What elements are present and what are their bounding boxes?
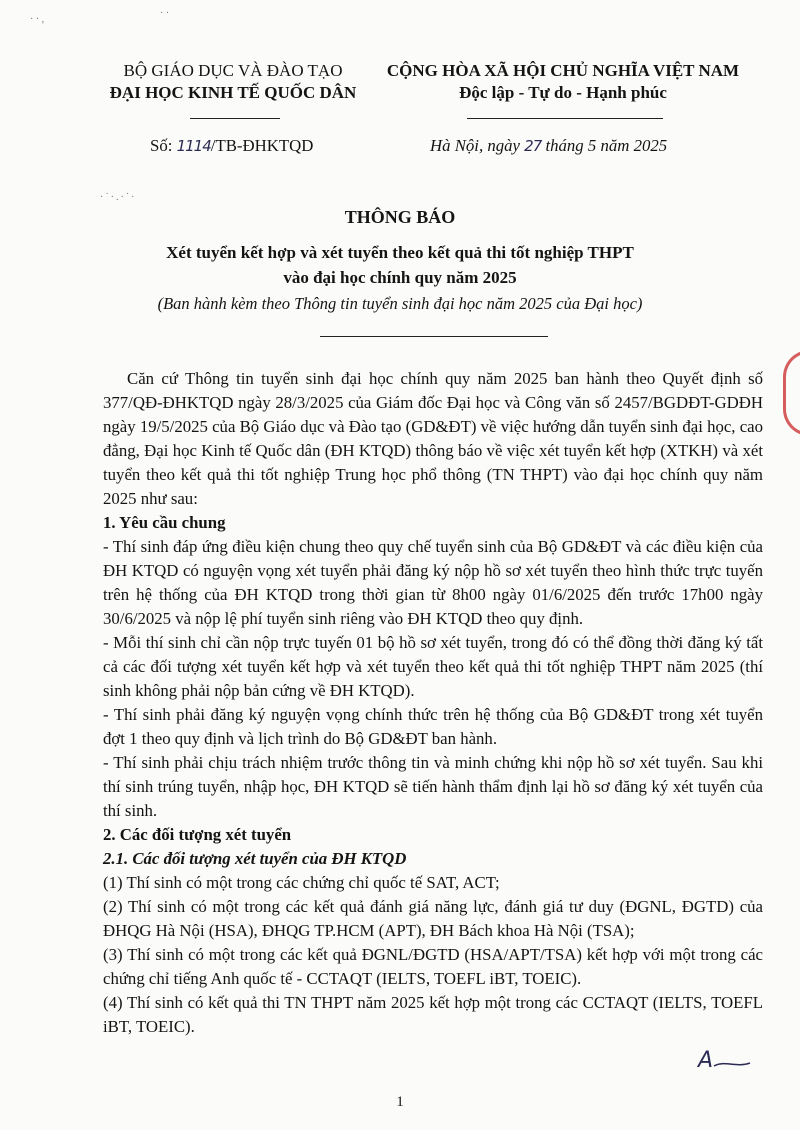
right-header	[378, 60, 748, 104]
notice-body	[103, 367, 763, 1039]
section2-item: (3) Thí sinh có một trong các kết quả ĐGNL/ĐGTD (HSA/APT/TSA) kết hợp với một trong các chứng chỉ tiếng Anh quốc tế - CCTAQT (IELTS, TOEFL iBT, TOEIC).	[103, 945, 763, 988]
notice-heading-line1: Xét tuyển kết hợp và xét tuyển theo kết quả thi tốt nghiệp THPT	[166, 243, 634, 262]
red-stamp-edge	[783, 350, 800, 436]
left-header-rule	[190, 118, 280, 119]
document-date	[430, 136, 667, 156]
notice-subtitle: (Ban hành kèm theo Thông tin tuyển sinh đại học năm 2025 của Đại học)	[157, 294, 643, 313]
section1-item: - Thí sinh phải chịu trách nhiệm trước thông tin và minh chứng khi nộp hồ sơ xét tuyển. Sau khi thí sinh trúng tuyển, nhập học, ĐH KTQD sẽ tiến hành thẩm định lại hồ sơ đăng ký xét tuyển của thí sinh.	[103, 753, 763, 820]
section2-subheading: 2.1. Các đối tượng xét tuyển của ĐH KTQD	[103, 849, 407, 868]
handwritten-initials: A	[698, 1048, 713, 1073]
motto: Độc lập - Tự do - Hạnh phúc	[459, 83, 667, 102]
section1-item: - Thí sinh phải đăng ký nguyện vọng chính thức trên hệ thống của Bộ GD&ĐT trong xét tuyển đợt 1 theo quy định và lịch trình do Bộ GD&ĐT ban hành.	[103, 705, 763, 748]
section2-item: (4) Thí sinh có kết quả thi TN THPT năm 2025 kết hợp một trong các CCTAQT (IELTS, TOEFL iBT, TOEIC).	[103, 993, 763, 1036]
page-number: 1	[396, 1094, 404, 1110]
section2-heading: 2. Các đối tượng xét tuyển	[103, 825, 292, 844]
section2-item: (1) Thí sinh có một trong các chứng chỉ quốc tế SAT, ACT;	[103, 873, 500, 892]
notice-heading-line2: vào đại học chính quy năm 2025	[283, 268, 517, 287]
scan-speck: · ·	[160, 8, 170, 19]
country-name: CỘNG HÒA XÃ HỘI CHỦ NGHĨA VIỆT NAM	[386, 61, 740, 80]
section2-item: (2) Thí sinh có một trong các kết quả đánh giá năng lực, đánh giá tư duy (ĐGNL, ĐGTD) của ĐHQG Hà Nội (HSA), ĐHQG TP.HCM (APT), ĐH Bách khoa Hà Nội (TSA);	[103, 897, 763, 940]
number-handwritten: 1114	[176, 137, 211, 155]
date-prefix: Hà Nội, ngày	[430, 136, 525, 155]
scan-speck: ·˙·.·˙·	[100, 192, 137, 203]
notice-title: THÔNG BÁO	[344, 207, 456, 227]
section1-heading: 1. Yêu cầu chung	[103, 513, 226, 532]
intro-paragraph: Căn cứ Thông tin tuyển sinh đại học chính quy năm 2025 ban hành theo Quyết định số 377/QĐ-ĐHKTQD ngày 28/3/2025 của Giám đốc Đại học và Công văn số 2457/BGDĐT-GDĐH ngày 19/5/2025 của Bộ Giáo dục và Đào tạo (GD&ĐT) về việc hướng dẫn tuyển sinh đại học, cao đẳng, Đại học Kinh tế Quốc dân (ĐH KTQD) thông báo về việc xét tuyển kết hợp (XTKH) và xét tuyển theo kết quả thi tốt nghiệp Trung học phổ thông (TN THPT) vào đại học chính quy năm 2025 như sau:	[103, 369, 763, 508]
date-suffix: tháng 5 năm 2025	[541, 136, 668, 155]
date-day-handwritten: 27	[524, 137, 542, 155]
number-suffix: /TB-ĐHKTQD	[210, 136, 314, 155]
ministry-name: BỘ GIÁO DỤC VÀ ĐÀO TẠO	[123, 61, 343, 80]
right-header-rule	[467, 118, 663, 119]
section1-item: - Thí sinh đáp ứng điều kiện chung theo quy chế tuyển sinh của Bộ GD&ĐT và các điều kiện của ĐH KTQD có nguyện vọng xét tuyển phải đăng ký nộp hồ sơ xét tuyển theo hình thức trực tuyến trên hệ thống của ĐH KTQD trong thời gian từ 8h00 ngày 01/6/2025 đến trước 17h00 ngày 30/6/2025 và nộp lệ phí tuyển sinh riêng vào ĐH KTQD theo quy định.	[103, 537, 763, 628]
left-header	[98, 60, 368, 104]
scan-speck: · · ,	[30, 14, 45, 25]
title-rule	[320, 336, 548, 337]
initials-stroke	[712, 1058, 752, 1070]
section1-item: - Mỗi thí sinh chỉ cần nộp trực tuyến 01 bộ hồ sơ xét tuyển, trong đó có thể đồng thời đăng ký tất cả các đối tượng xét tuyển kết hợp và xét tuyển theo kết quả thi tốt nghiệp THPT năm 2025 (thí sinh không phải nộp bản cứng về ĐH KTQD).	[103, 633, 763, 700]
university-name: ĐẠI HỌC KINH TẾ QUỐC DÂN	[109, 83, 357, 102]
number-prefix: Số:	[150, 136, 177, 155]
document-number	[150, 136, 313, 156]
